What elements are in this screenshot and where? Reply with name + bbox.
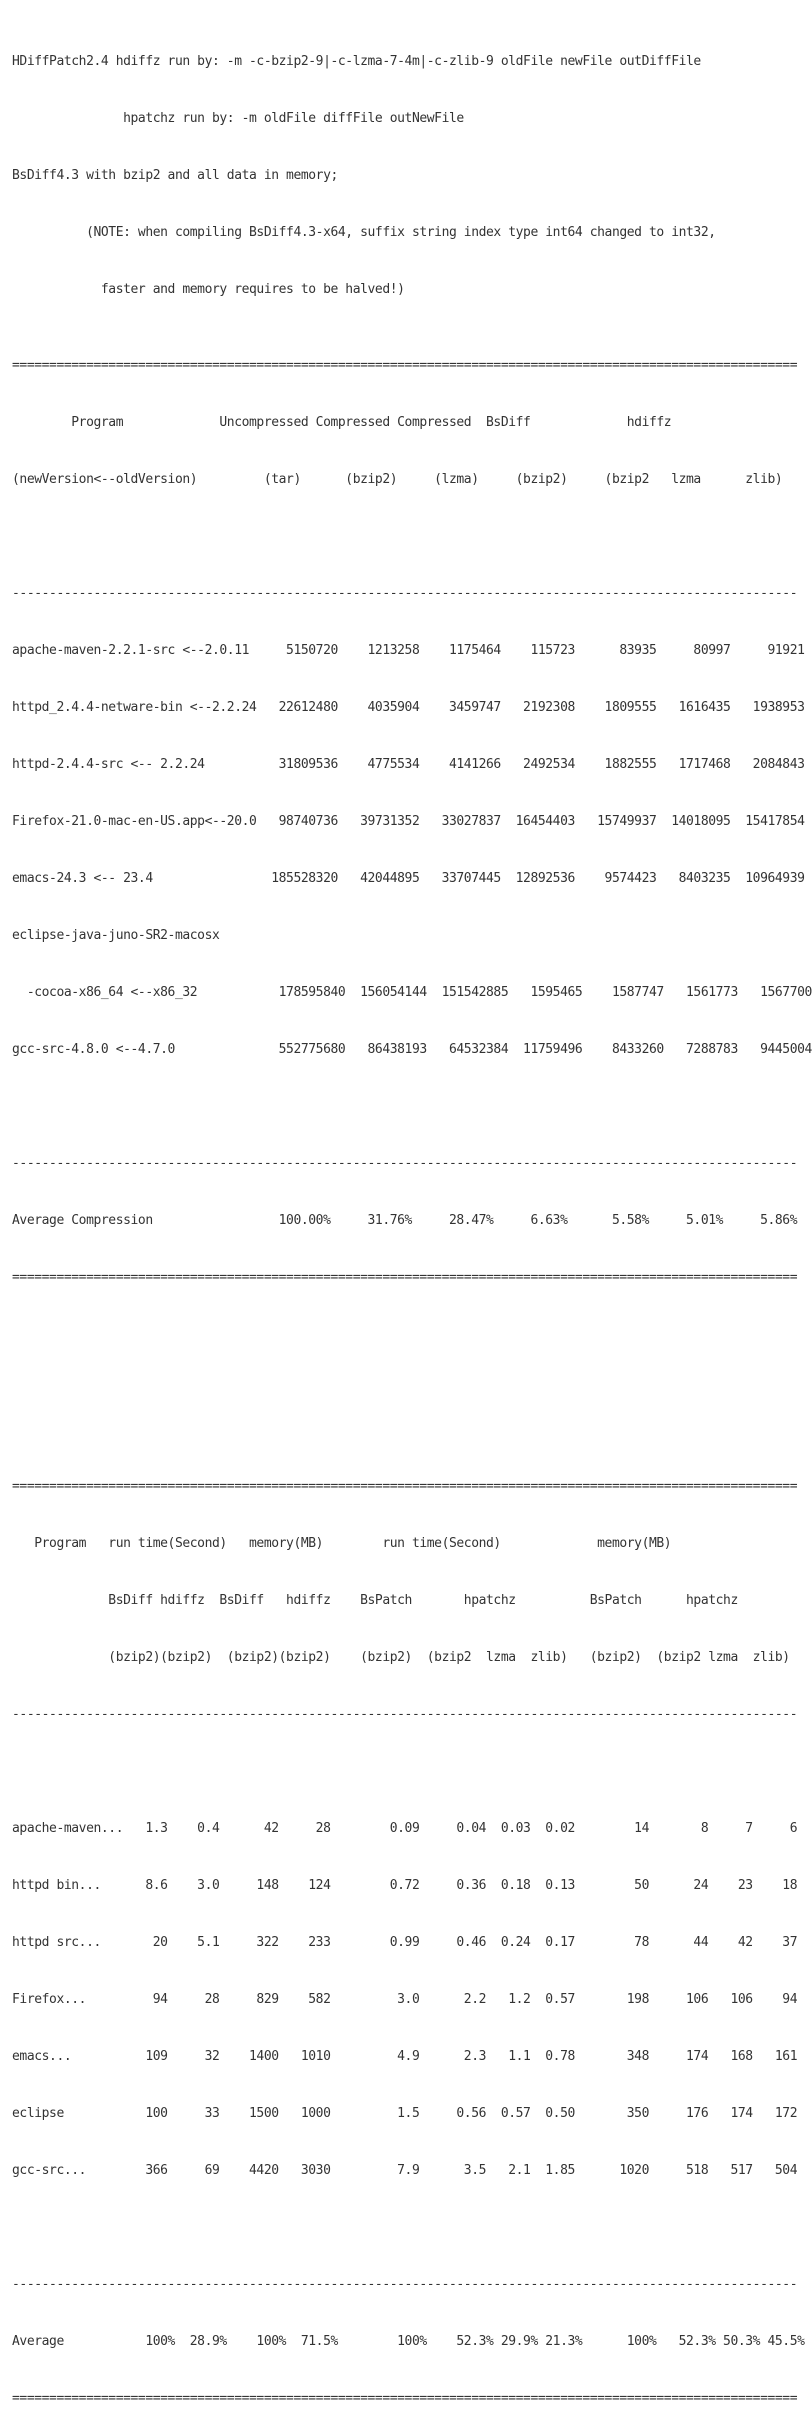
table1-row: apache-maven-2.2.1-src <--2.0.11 5150720 1213258 1175464 115723 83935 80997 91921 bbox=[12, 643, 805, 658]
table1-row: eclipse-java-juno-SR2-macosx bbox=[12, 928, 220, 943]
table1-row: emacs-24.3 <-- 23.4 185528320 42044895 33707445 12892536 9574423 8403235 10964939 bbox=[12, 871, 805, 886]
hpatchz-usage-line: hpatchz run by: -m oldFile diffFile outNewFile bbox=[12, 111, 464, 126]
table1-average-row: Average Compression 100.00% 31.76% 28.47% 6.63% 5.58% 5.01% 5.86% bbox=[12, 1213, 798, 1228]
table1-top-rule: ========================================================================================================== bbox=[12, 358, 798, 373]
table2-header-row-1: Program run time(Second) memory(MB) run time(Second) memory(MB) bbox=[12, 1536, 672, 1551]
table2-row: emacs... 109 32 1400 1010 4.9 2.3 1.1 0.78 348 174 168 161 bbox=[12, 2049, 798, 2064]
benchmark-text-block bbox=[12, 14, 812, 2427]
table2-header-row-2: BsDiff hdiffz BsDiff hdiffz BsPatch hpatchz BsPatch hpatchz bbox=[12, 1593, 738, 1608]
blank-line bbox=[12, 1762, 812, 1781]
table2-row: eclipse 100 33 1500 1000 1.5 0.56 0.57 0.50 350 176 174 172 bbox=[12, 2106, 798, 2121]
table2-mid-rule: ---------------------------------------------------------------------------------------------------------- bbox=[12, 1707, 798, 1722]
table1-row: httpd_2.4.4-netware-bin <--2.2.24 22612480 4035904 3459747 2192308 1809555 1616435 1938953 bbox=[12, 700, 805, 715]
table2-top-rule: ========================================================================================================== bbox=[12, 1479, 798, 1494]
hdiffpatch-usage-line: HDiffPatch2.4 hdiffz run by: -m -c-bzip2-9|-c-lzma-7-4m|-c-zlib-9 oldFile newFile outDiffFile bbox=[12, 54, 701, 69]
blank-line bbox=[12, 1401, 812, 1420]
note-line-2: faster and memory requires to be halved!) bbox=[12, 282, 405, 297]
table1-header-row-1: Program Uncompressed Compressed Compressed BsDiff hdiffz bbox=[12, 415, 672, 430]
table1-row: Firefox-21.0-mac-en-US.app<--20.0 98740736 39731352 33027837 16454403 15749937 14018095 15417854 bbox=[12, 814, 805, 829]
blank-line bbox=[12, 2218, 812, 2237]
note-line-1: (NOTE: when compiling BsDiff4.3-x64, suffix string index type int64 changed to int32, bbox=[12, 225, 716, 240]
table1-bottom-rule: ========================================================================================================== bbox=[12, 1270, 798, 1285]
table2-average-row: Average 100% 28.9% 100% 71.5% 100% 52.3% 29.9% 21.3% 100% 52.3% 50.3% 45.5% bbox=[12, 2334, 805, 2349]
table1-average-rule: ---------------------------------------------------------------------------------------------------------- bbox=[12, 1156, 798, 1171]
bsdiff-info-line: BsDiff4.3 with bzip2 and all data in memory; bbox=[12, 168, 338, 183]
table1-row: httpd-2.4.4-src <-- 2.2.24 31809536 4775534 4141266 2492534 1882555 1717468 2084843 bbox=[12, 757, 805, 772]
blank-line bbox=[12, 527, 812, 546]
table1-mid-rule: ---------------------------------------------------------------------------------------------------------- bbox=[12, 586, 798, 601]
table1-header-row-2: (newVersion<--oldVersion) (tar) (bzip2) (lzma) (bzip2) (bzip2 lzma zlib) bbox=[12, 472, 783, 487]
table2-header-row-3: (bzip2)(bzip2) (bzip2)(bzip2) (bzip2) (bzip2 lzma zlib) (bzip2) (bzip2 lzma zlib) bbox=[12, 1650, 790, 1665]
blank-line bbox=[12, 1344, 812, 1363]
table2-bottom-rule: ========================================================================================================== bbox=[12, 2391, 798, 2406]
table2-row: gcc-src... 366 69 4420 3030 7.9 3.5 2.1 1.85 1020 518 517 504 bbox=[12, 2163, 798, 2178]
table1-row: gcc-src-4.8.0 <--4.7.0 552775680 86438193 64532384 11759496 8433260 7288783 9445004 bbox=[12, 1042, 812, 1057]
table2-row: httpd src... 20 5.1 322 233 0.99 0.46 0.24 0.17 78 44 42 37 bbox=[12, 1935, 798, 1950]
table2-average-rule: ---------------------------------------------------------------------------------------------------------- bbox=[12, 2277, 798, 2292]
table1-row: -cocoa-x86_64 <--x86_32 178595840 156054144 151542885 1595465 1587747 1561773 1567700 bbox=[12, 985, 812, 1000]
table2-row: apache-maven... 1.3 0.4 42 28 0.09 0.04 0.03 0.02 14 8 7 6 bbox=[12, 1821, 798, 1836]
table2-row: Firefox... 94 28 829 582 3.0 2.2 1.2 0.57 198 106 106 94 bbox=[12, 1992, 798, 2007]
table2-row: httpd bin... 8.6 3.0 148 124 0.72 0.36 0.18 0.13 50 24 23 18 bbox=[12, 1878, 798, 1893]
blank-line bbox=[12, 1097, 812, 1116]
